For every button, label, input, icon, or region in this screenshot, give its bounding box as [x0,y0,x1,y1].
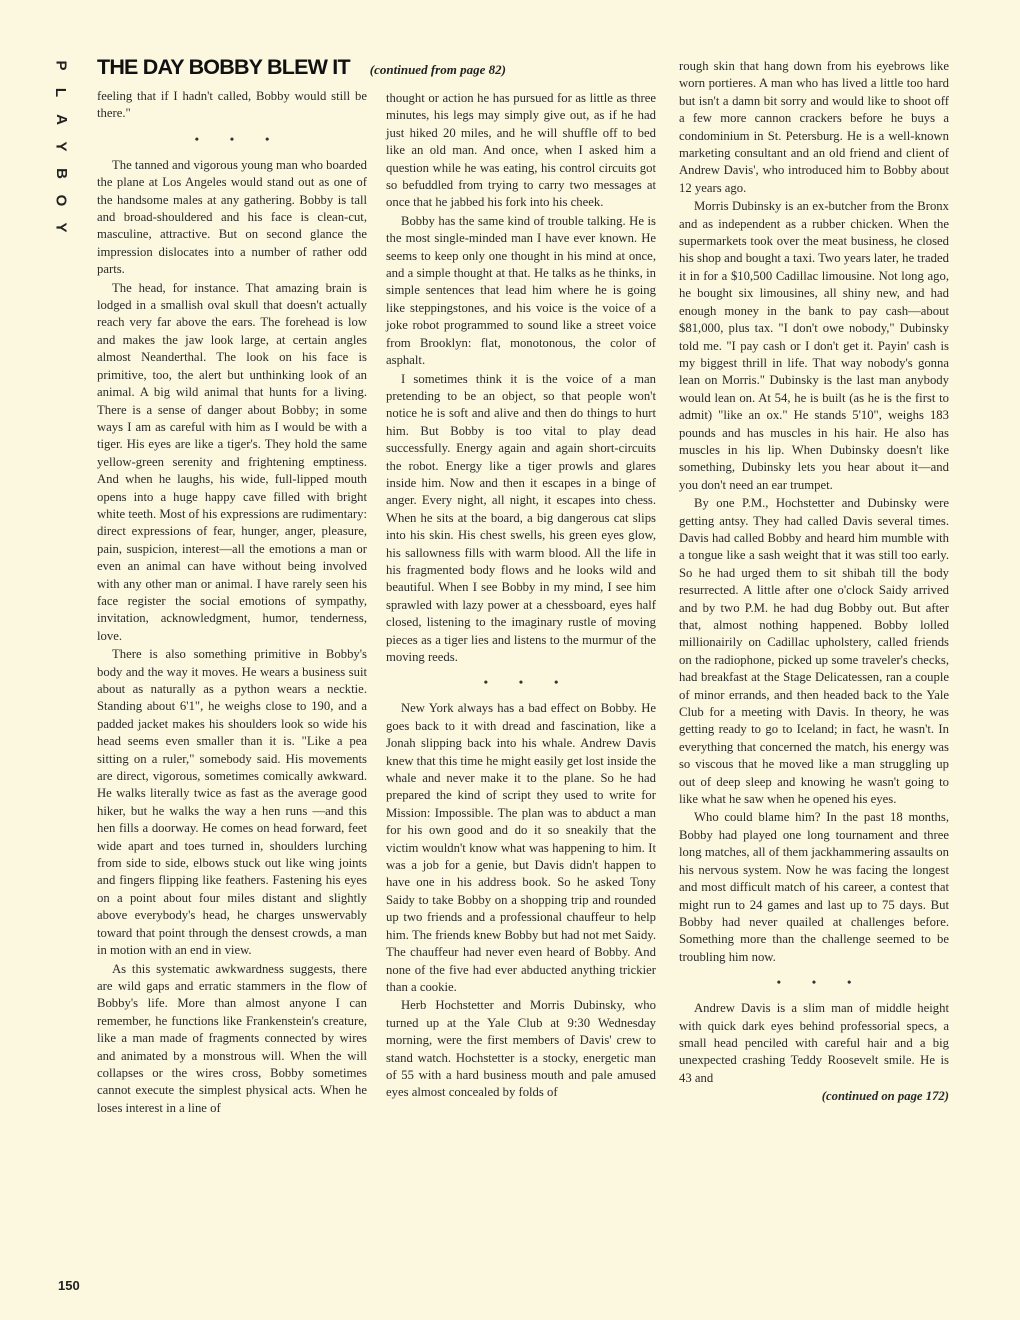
paragraph: Bobby has the same kind of trouble talking. He is the most single-minded man I have ever known. He seems to keep only one thought in his mind at once, and a simple thought at that. He talks as he thinks, in simple sentences that lead him where he is going like steppingstones, and his voice is the voice of a joke robot programmed to sound like a street voice from Brooklyn: flat, monotonous, the color of asphalt. [386,213,656,368]
text-column-3 [679,58,949,1293]
paragraph: Andrew Davis is a slim man of middle height with quick dark eyes behind professorial specs, a small head penciled with careful hair and a big unexpected crashing Teddy Roosevelt smile. He is 43 and [679,1001,949,1085]
paragraph: thought or action he has pursued for as little as three minutes, his legs may simply give out, as if he had just hiked 20 miles, and he will shuffle off to bed like an old man. And once, when I asked him a question while he was eating, his control circuits got so befuddled from trying to carry two messages at once that he jabbed his fork into his cheek. [386,91,656,210]
continued-from-note: (continued from page 82) [369,62,506,77]
article-header [97,55,657,85]
article-title: THE DAY BOBBY BLEW IT [97,55,350,79]
paragraph: New York always has a bad effect on Bobby. He goes back to it with dread and fascination, like a Jonah slipping back into his whale. Andrew Davis knew that this time he might easily get lost inside the whale and never make it to the plane. So he had prepared the kind of script they used to write for Mission: Impossible. The plan was to abduct a man for his own good and do it so sneakily that the victim wouldn't know what was happening to him. It was a job for a genie, but Davis didn't happen to have one in his address book. So he asked Tony Saidy to take Bobby on a shopping trip and rounded up two friends and a professional chauffeur to help him. The friends knew Bobby but had not met Saidy. The chauffeur had never even heard of Bobby. And none of the five had ever abducted anything trickier than a cookie. [386,701,656,994]
paragraph: feeling that if I hadn't called, Bobby would still be there." [97,89,367,121]
paragraph: Who could blame him? In the past 18 months, Bobby had played one long tournament and three long matches, all of them jackhammering assaults on his nervous system. Now he was facing the longest and most difficult match of his career, a contest that might run to 24 games and last up to 75 days. But Bobby had never quailed at challenges before. Something more than the challenge seemed to be troubling him now. [679,810,949,964]
paragraph: There is also something primitive in Bobby's body and the way it moves. He wears a business suit about as naturally as a python wears a necktie. Standing about 6'1", he weighs close to 190, and a padded jacket makes his shoulders look so wide his head seems even smaller than it is. "Like a pea sitting on a ruler," somebody said. His movements are direct, vigorous, sometimes comically awkward. He walks literally twice as fast as the average good hiker, but he walks the way a hen runs —and this hen fills a doorway. He comes on head forward, feet wide apart and toes turned in, shoulders lurching from side to side, elbows stuck out like wing joints and fingers flipping like feathers. Fastening his eyes on a point about four miles distant and slightly above everybody's head, he charges unswervably toward that point through the densest crowds, a man in motion with an end in view. [97,647,367,958]
magazine-name-letter: Y [52,141,70,152]
magazine-name-letter: O [52,194,70,207]
section-separator: • • • [194,131,284,146]
paragraph: rough skin that hang down from his eyebrows like worn portieres. A man who has lived a little too hard but isn't a damn bit sorry and would like to shoot off a few more cannon crackers before he buys a condominium in St. Petersburg. He is a well-known marketing consultant and an old friend and client of Andrew Davis', who introduced him to Bobby about 12 years ago. [679,59,949,195]
text-column-1 [97,88,367,1293]
magazine-name-letter: P [52,60,70,71]
paragraph: Herb Hochstetter and Morris Dubinsky, who turned up at the Yale Club at 9:30 Wednesday morning, were the first members of Davis' crew to stand watch. Hochstetter is a stocky, energetic man of 55 with a hard business mouth and pale amused eyes almost concealed by folds of [386,998,656,1100]
section-separator: • • • [776,975,866,990]
continued-on-note: (continued on page 172) [821,1089,949,1104]
paragraph: I sometimes think it is the voice of a man pretending to be an object, so that people won't notice he is soft and alive and then do things to hurt him. But Bobby is too vital to play dead successfully. Energy again and again short-circuits the robot. Energy like a tiger prowls and glares inside him. Now and then it escapes in a binge of anger. Every night, all night, it escapes into chess. When he sits at the board, a big dangerous cat slips into his skin. His chest swells, his green eyes glow, his sallowness fills with warm blood. All the life in his fragmented body flows and he looks wild and beautiful. When I see Bobby in my mind, I see him sprawled with lazy power at a chessboard, eyes half closed, listening to the imaginary rustle of moving pieces as a tiger lies and listens to the murmur of the moving reeds. [386,371,656,664]
magazine-name-letter: A [52,114,70,125]
magazine-name-vertical [50,52,72,241]
paragraph: The tanned and vigorous young man who boarded the plane at Los Angeles would stand out as one of the handsome males at any gathering. Bobby is tall and broad-shouldered and his face is clean-cut, masculine, attractive. But on second glance the impression dislocates into a number of rather odd parts. [97,157,367,277]
paragraph: Morris Dubinsky is an ex-butcher from the Bronx and as independent as a rubber chicken. When the supermarkets took over the meat business, he closed his shop and bought a taxi. Two years later, he traded it in for a $10,500 Cadillac limousine. Not long ago, he bought six limousines, all shiny new, and had enough money in the bank to pay cash—about $81,000, plus tax. "I don't owe nobody," Dubinsky told me. "I pay cash or I don't get it. Payin' cash is my biggest thrill in life. That way nobody's gonna lean on Morris." Dubinsky is the last man anybody would lean on. At 54, he is built (as he is the first to admit) "like an ox." He stands 5'10", weighs 183 pounds and has muscles in his hair. He also has muscles in his lip. When Dubinsky doesn't like something, Dubinsky lets you hear about it—and you don't need an ear trumpet. [679,199,949,492]
paragraph: As this systematic awkwardness suggests, there are wild gaps and erratic stammers in the flow of Bobby's life. More than almost anyone I can remember, he functions like Frankenstein's creature, like a man made of fragments connected by wires and animated by a monstrous will. When the will collapses or the wires cross, Bobby sometimes cannot execute the simplest physical acts. When he loses interest in a line of [97,961,367,1115]
magazine-name-letter: Y [52,222,70,233]
paragraph: The head, for instance. That amazing brain is lodged in a smallish oval skull that doesn't actually reach very far above the ears. The forehead is low and makes the jaw look large, at certain angles almost Neanderthal. The look on his face is primitive, too, the alert but unthinking look of an animal. A big wild animal that hunts for a living. There is a sense of danger about Bobby; in some ways I am as careful with him as I would be with a tiger. His eyes are like a tiger's. They hold the same yellow-green serenity and frightening emptiness. And when he laughs, his wide, full-lipped mouth opens into a huge happy cave filled with bright white teeth. Most of his expressions are rudimentary: direct expressions of fear, hunger, anger, pleasure, pain, suspicion, interest—all the emotions a man or even an animal can have without being involved with any other man or animal. I have rarely seen his face register the social emotions of sympathy, invitation, acknowledgment, humor, tenderness, love. [97,280,367,643]
page-number: 150 [58,1278,80,1293]
magazine-name-letter: L [52,87,70,98]
magazine-name-letter: B [52,168,70,179]
text-column-2 [386,90,656,1295]
section-separator: • • • [483,675,573,690]
paragraph: By one P.M., Hochstetter and Dubinsky were getting antsy. They had called Davis several times. Davis had called Bobby and heard him mumble with a tongue like a sash weight that it was still too early. So he had urged them to sit shibah till the body resurrected. A little after one o'clock Saidy arrived and by two P.M. he had dug Bobby out. But after that, almost nothing happened. Bobby lolled millionairily on Cadillac upholstery, called friends on the radiophone, picked up some traveler's checks, had breakfast at the Stage Delicatessen, ran a couple of minor errands, and then headed back to the Yale Club for a meeting with Davis. In theory, he was getting ready to go to Iceland; in fact, he wasn't. In everything that concerned the match, his energy was so viscous that he moved like a man struggling up out of deep sleep and knowing he wasn't going to like what he saw when he opened his eyes. [679,496,949,807]
